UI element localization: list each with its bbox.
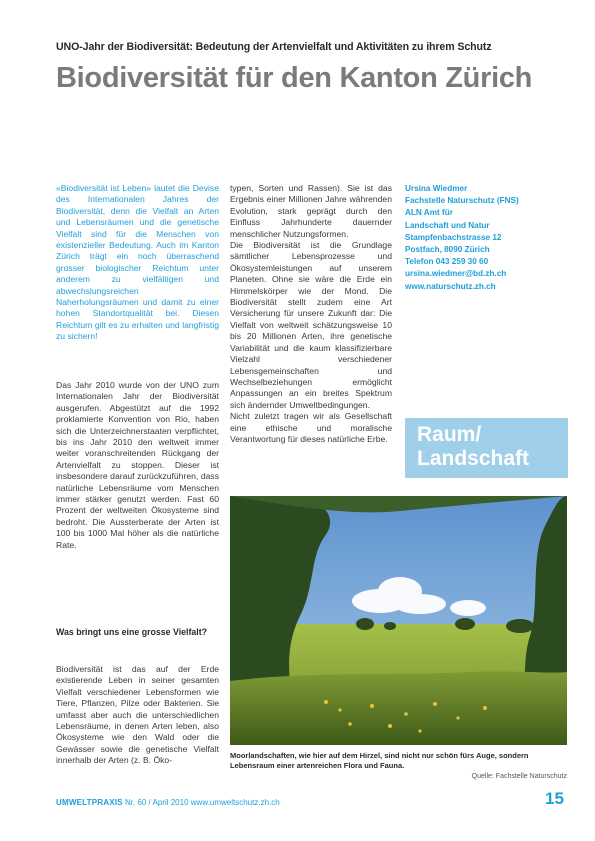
author-contact-block <box>405 183 570 293</box>
contact-org: Fachstelle Naturschutz (FNS) <box>405 196 519 206</box>
contact-web-link[interactable]: www.naturschutz.zh.ch <box>405 281 496 291</box>
body-paragraph-3c: Nicht zuletzt tragen wir als Gesellschaft eine ethische und moralische Verantwortung für dieses natürliche Erbe. <box>230 411 392 444</box>
contact-office-2: Landschaft und Natur <box>405 220 490 230</box>
figure-caption: Moorlandschaften, wie hier auf dem Hirzel, sind nicht nur schön fürs Auge, sondern Lebensraum einer artenreichen Flora und Fauna. <box>230 751 529 770</box>
footer-issue: Nr. 60 / April 2010 <box>124 798 189 807</box>
contact-email-link[interactable]: ursina.wiedmer@bd.zh.ch <box>405 269 507 279</box>
article-kicker: UNO-Jahr der Biodiversität: Bedeutung der Artenvielfalt und Aktivitäten zu ihrem Schutz <box>56 41 492 53</box>
contact-office: ALN Amt für <box>405 208 453 218</box>
body-paragraph-3a: typen, Sorten und Rassen). Sie ist das Ergebnis einer Millionen Jahre währenden Evolution, stark geprägt durch den Einfluss Jahrhunderte dauernder menschlicher Nutzungsformen. <box>230 183 392 239</box>
body-paragraph-1: Das Jahr 2010 wurde von der UNO zum Internationalen Jahr der Biodiversität ausgerufen. Abgestützt auf die 1992 proklamierte Konvention von Rio, haben sich die Unterzeichnerstaaten verpflichtet, bis ins Jahr 2010 den weltweit immer weiter voranschreitenden Rückgang der Artenvielfalt zu stoppen. Dieser ist insbesondere darauf zurückzuführen, dass natürliche Lebensräume vom Menschen immer stärker genutzt werden. Fast 60 Prozent der weltweiten Ökosysteme sind bedroht. Die Aussterberate der Arten ist 100 bis 1000 Mal höher als die natürliche Rate. <box>56 380 219 550</box>
section-subheading: Was bringt uns eine grosse Vielfalt? <box>56 627 208 637</box>
landscape-photo <box>230 496 567 745</box>
page-footer <box>56 798 280 807</box>
section-tag <box>405 418 568 478</box>
contact-phone: Telefon 043 259 30 60 <box>405 257 489 267</box>
footer-url[interactable]: www.umweltschutz.zh.ch <box>190 798 280 807</box>
contact-postbox: Postfach, 8090 Zürich <box>405 245 490 255</box>
section-tag-line2: Landschaft <box>417 447 530 470</box>
contact-street: Stampfenbachstrasse 12 <box>405 232 502 242</box>
page-number: 15 <box>545 789 564 808</box>
article-title: Biodiversität für den Kanton Zürich <box>56 62 533 94</box>
section-tag-line1: Raum/ <box>417 423 482 446</box>
body-column-2 <box>230 183 392 445</box>
author-name: Ursina Wiedmer <box>405 184 468 193</box>
lead-paragraph: «Biodiversität ist Leben» lautet die Devise des Internationalen Jahres der Biodiversität, denn die Vielfalt an Arten und Lebensräumen und die genetische Vielfalt sind für die Menschen von existenzieller Bedeutung. Auch im Kanton Zürich trägt ein noch überraschend grosser biologischer Reichtum unter anderem zu vielfältigen und abwechslungsreichen Naherholungsräumen und damit zu einer hohen Standortqualität bei. Diesen Reichtum gilt es zu erhalten und langfristig zu sichern! <box>56 183 219 342</box>
body-paragraph-3b: Die Biodiversität ist die Grundlage sämtlicher Lebensprozesse und Ökosystemleistungen auf unserem Planeten. Ohne sie wäre die Erde ein Himmelskörper wie der Mond. Die Biodiversität stellt zudem eine Art Versicherung für unsere Zukunft dar: Die Vielfalt von weltweit schätzungsweise 10 bis 20 Millionen Arten, ihre genetische Variabilität und die kaum klassifizierbare Vielzahl verschiedener Lebensgemeinschaften und Wechselbeziehungen ermöglicht Anpassungen an ein breites Spektrum sich ändernder Umweltbedingungen. <box>230 240 392 410</box>
body-paragraph-2: Biodiversität ist das auf der Erde existierende Leben in seiner gesamten Vielfalt verschiedener Lebensformen wie Tiere, Pflanzen, Pilze oder Bakterien. Sie umfasst aber auch die unterschiedlichen Lebensräume, in denen Arten leben, also Ökosysteme wie den Wald oder die Gewässer sowie die genetische Vielfalt innerhalb der Arten (z. B. Öko- <box>56 664 219 766</box>
figure-source: Quelle: Fachstelle Naturschutz <box>471 773 567 780</box>
footer-brand: UMWELTPRAXIS <box>56 798 123 807</box>
